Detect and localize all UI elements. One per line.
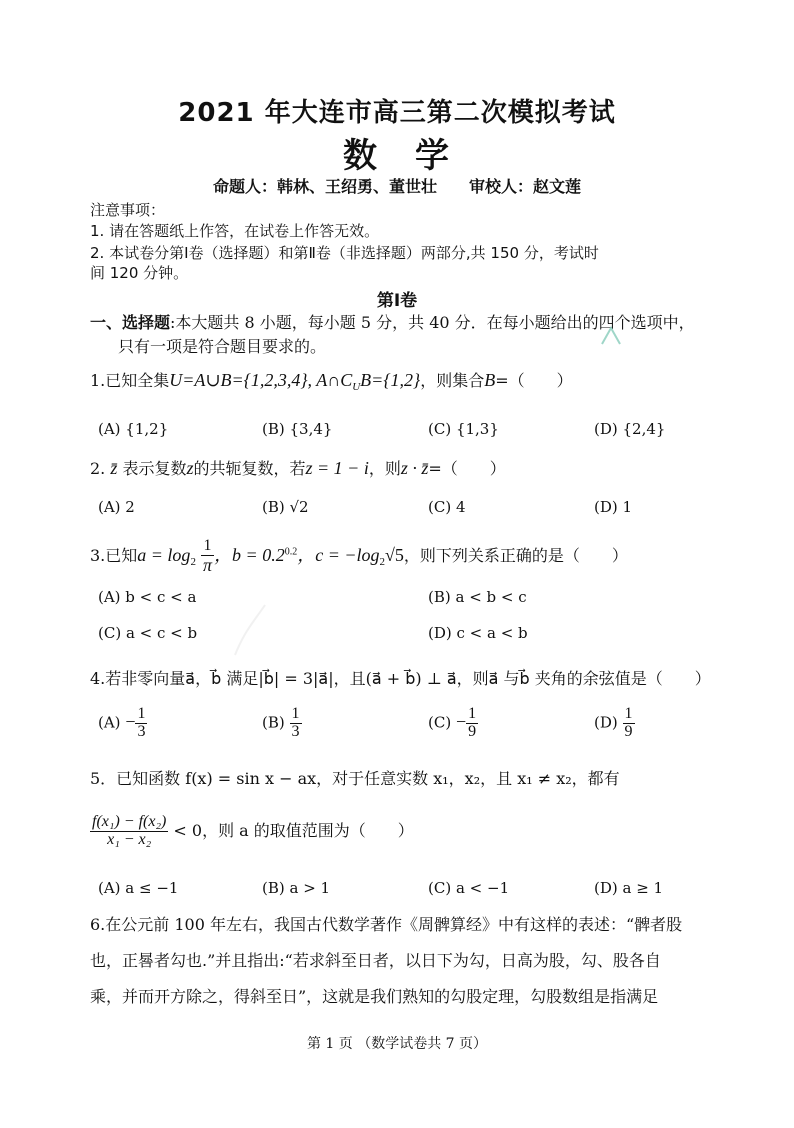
exam-title: 2021 年大连市高三第二次模拟考试 (178, 98, 616, 128)
q4-option-c[interactable] (428, 706, 478, 741)
part-one-intro-1: :本大题共 8 小题，每小题 5 分，共 40 分．在每小题给出的四个选项中， (170, 313, 695, 332)
q5-option-d[interactable]: (D) a ≥ 1 (594, 879, 664, 897)
note-item-2: 2. 本试卷分第Ⅰ卷（选择题）和第Ⅱ卷（非选择题）两部分,共 150 分，考试时 (90, 244, 599, 262)
part-one-intro-2: 只有一项是符合题目要求的。 (118, 337, 327, 356)
q3-option-c[interactable]: (C) a < c < b (98, 624, 198, 642)
authors-line: 命题人：韩林、王绍勇、董世壮 审校人：赵文莲 (212, 177, 581, 196)
q4-option-c-label: (C) (428, 713, 452, 732)
q4-option-b-label: (B) (262, 713, 285, 732)
question-5-line-1: 5．已知函数 f(x) = sin x − ax，对于任意实数 x₁，x₂，且 x₁ ≠ x₂，都有 (90, 769, 620, 788)
q4-option-a-frac (135, 706, 147, 741)
q4-option-a-den: 3 (137, 722, 146, 740)
q4-option-a-label: (A) (98, 713, 121, 732)
q4-option-b-frac (290, 706, 302, 741)
q3-b-expr: ，b = 0.2 (214, 544, 285, 565)
page-footer: 第 1 页 （数学试卷共 7 页） (306, 1036, 488, 1052)
note-item-1: 1. 请在答题纸上作答，在试卷上作答无效。 (90, 222, 380, 240)
q5-line2-tail: < 0，则 a 的取值范围为（ ） (173, 820, 414, 840)
q2-mid2: 的共轭复数，若 (193, 459, 306, 478)
q2-lead: 2. (90, 459, 106, 478)
q4-option-d-frac (623, 706, 635, 741)
q3-frac-den: π (203, 554, 213, 575)
q4-option-a-num: 1 (137, 705, 146, 722)
part-one-label: 一、选择题 (90, 313, 171, 332)
q3-option-d[interactable]: (D) c < a < b (428, 624, 528, 642)
q1-sub-u: U (352, 381, 361, 394)
q2-expr: z = 1 − i (305, 458, 369, 478)
q4-option-a[interactable] (98, 706, 147, 741)
q3-c-expr: ，c = −log (297, 544, 380, 565)
q2-mid: 表示复数 (122, 459, 187, 478)
watermark-mark (600, 326, 622, 346)
question-4: 4.若非零向量a⃗，b⃗ 满足|b⃗| = 3|a⃗|，且(a⃗ + b⃗) ⊥ a⃗，则a⃗ 与b⃗ 夹角的余弦值是（ ） (90, 669, 711, 688)
q3-b-sup: 0.2 (284, 546, 298, 558)
q4-option-b[interactable] (262, 706, 302, 741)
q1-option-b[interactable]: (B) {3,4} (262, 420, 333, 438)
q1-ask: =（ ） (495, 371, 573, 390)
question-6-line-2: 也，正晷者勾也.”并且指出:“若求斜至日者，以日下为勾，日高为股，勾、股各自 (90, 951, 661, 970)
q4-option-d-label: (D) (594, 713, 618, 732)
q1-tail: ，则集合 (420, 371, 485, 390)
q4-option-d-den: 9 (624, 722, 633, 740)
q4-option-c-frac (466, 706, 478, 741)
q5-fraction (90, 814, 168, 849)
question-1 (90, 368, 573, 393)
q3-fraction (201, 538, 214, 575)
q5-option-b[interactable]: (B) a > 1 (262, 879, 331, 897)
q5-frac-num: f(x₁) − f(x₂) (92, 813, 167, 830)
q3-a-sub: 2 (190, 556, 196, 569)
q3-c-arg: √5 (385, 544, 404, 565)
q4-option-b-den: 3 (291, 722, 300, 740)
q4-option-c-den: 9 (468, 722, 477, 740)
q4-option-d-num: 1 (624, 705, 633, 722)
question-3 (90, 538, 628, 575)
q4-option-d[interactable] (594, 706, 635, 741)
q2-prod: z · z̄ (400, 458, 429, 478)
q2-zbar: z̄ (110, 458, 118, 478)
question-2 (90, 456, 506, 479)
q3-frac-num: 1 (201, 538, 214, 556)
q1-var-b: B (484, 370, 496, 390)
q1-option-c[interactable]: (C) {1,3} (428, 420, 499, 438)
question-6-line-1: 6.在公元前 100 年左右，我国古代数学著作《周髀算经》中有这样的表述：“髀者股 (90, 915, 683, 934)
q1-set-b: B={1,2} (360, 370, 421, 390)
question-6-line-3: 乘，并而开方除之，得斜至日”，这就是我们熟知的勾股定理，勾股数组是指满足 (90, 987, 659, 1006)
q4-option-c-num: 1 (468, 705, 477, 722)
faint-watermark (230, 600, 270, 660)
q2-option-d[interactable]: (D) 1 (594, 498, 633, 516)
q4-option-b-num: 1 (291, 705, 300, 722)
q3-lead: 3.已知 (90, 545, 138, 565)
q3-c-sub: 2 (379, 556, 386, 569)
q2-ask: =（ ） (428, 459, 506, 478)
q1-option-d[interactable]: (D) {2,4} (594, 420, 666, 438)
q2-option-c[interactable]: (C) 4 (428, 498, 466, 516)
notes-heading: 注意事项： (90, 201, 166, 219)
q3-option-b[interactable]: (B) a < b < c (428, 588, 527, 606)
q3-a-expr: a = log (137, 544, 191, 565)
q2-z: z (186, 458, 194, 478)
section-title: 第Ⅰ卷 (376, 291, 418, 311)
subject-title: 数 学 (343, 136, 451, 176)
q4-option-c-sign: − (455, 711, 467, 732)
q5-frac-den: x₁ − x₂ (107, 830, 152, 848)
note-item-3: 间 120 分钟。 (90, 264, 189, 282)
q1-set-u: U=A∪B={1,2,3,4}, A∩C (169, 370, 353, 390)
q3-tail: ，则下列关系正确的是（ ） (403, 545, 628, 565)
q1-lead: 1.已知全集 (90, 371, 170, 390)
q2-option-a[interactable]: (A) 2 (98, 498, 135, 516)
q3-option-a[interactable]: (A) b < c < a (98, 588, 197, 606)
q4-option-a-sign: − (125, 711, 136, 732)
q2-mid3: ，则 (368, 459, 401, 478)
q5-option-c[interactable]: (C) a < −1 (428, 879, 510, 897)
question-5-line-2 (90, 814, 414, 849)
q5-option-a[interactable]: (A) a ≤ −1 (98, 879, 179, 897)
q1-option-a[interactable]: (A) {1,2} (98, 420, 169, 438)
q2-option-b[interactable]: (B) √2 (262, 498, 309, 516)
